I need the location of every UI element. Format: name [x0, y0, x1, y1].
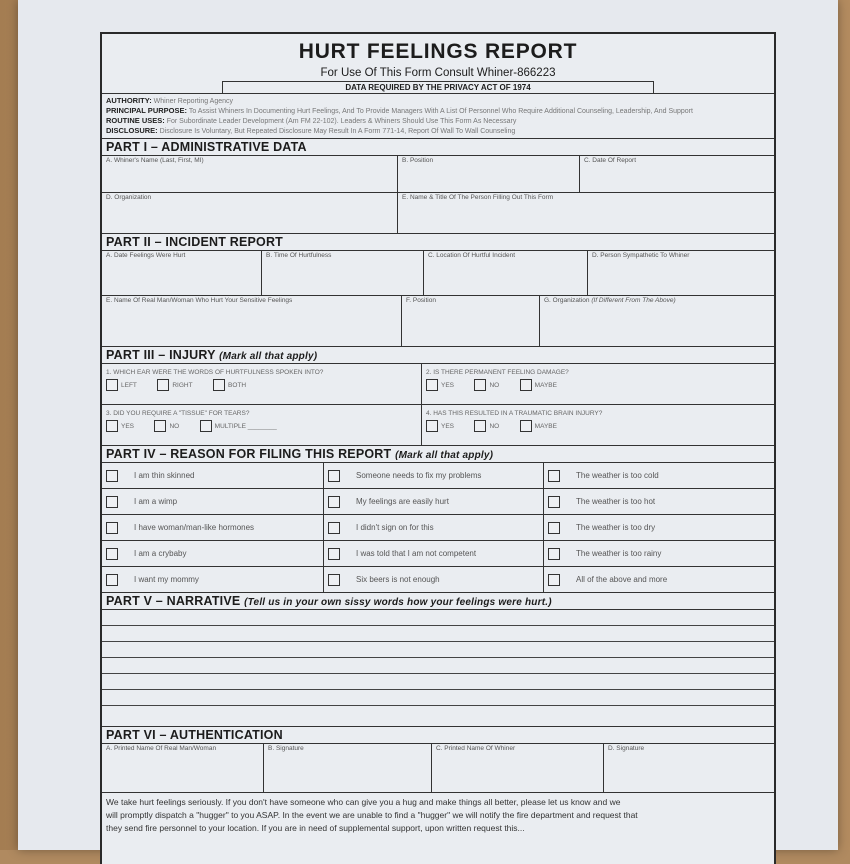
reason-label: I have woman/man-like hormones	[134, 523, 255, 532]
checkbox[interactable]	[520, 379, 532, 391]
checkbox[interactable]	[106, 496, 118, 508]
offender-org-label-text: G. Organization	[544, 297, 590, 304]
reason-option[interactable]	[102, 489, 324, 514]
reason-row	[102, 541, 774, 567]
routine-uses-text: For Subordinate Leader Development (Am FM 22-102). Leaders & Whiners Should Use This Form As Necessary	[166, 118, 517, 125]
part3-row2	[102, 405, 774, 446]
part6-heading: PART VI – AUTHENTICATION	[102, 727, 774, 744]
option-label: YES	[441, 381, 455, 389]
part2-row2	[102, 296, 774, 347]
ear-right-option[interactable]	[157, 379, 192, 391]
footer-disclaimer	[102, 793, 774, 838]
hurt-feelings-form	[100, 32, 776, 864]
offender-org-note: (If Different From The Above)	[591, 297, 676, 304]
option-label: MULTIPLE ________	[214, 422, 277, 430]
tissue-no-option[interactable]	[154, 420, 179, 432]
part1-row2	[102, 193, 774, 234]
checkbox[interactable]	[426, 420, 438, 432]
checkbox[interactable]	[548, 548, 560, 560]
checkbox[interactable]	[106, 470, 118, 482]
brain-injury-question-text: 4. HAS THIS RESULTED IN A TRAUMATIC BRAIN INJURY?	[426, 410, 603, 417]
narrative-line[interactable]	[102, 626, 774, 642]
damage-maybe-option[interactable]	[520, 379, 557, 391]
reason-label: I am thin skinned	[134, 471, 195, 480]
part4-title: PART IV – REASON FOR FILING THIS REPORT	[106, 447, 392, 461]
reason-label: The weather is too hot	[576, 497, 656, 506]
reason-option[interactable]	[324, 541, 544, 566]
filler-name-label: E. Name & Title Of The Person Filling Out This Form	[402, 194, 554, 201]
time-hurt-label: B. Time Of Hurtfulness	[266, 252, 332, 259]
whiner-name-label: A. Whiner's Name (Last, First, MI)	[106, 157, 204, 164]
option-label: NO	[169, 422, 180, 430]
part6-row	[102, 744, 774, 793]
part4-heading	[102, 446, 774, 463]
tissue-question	[102, 405, 422, 445]
option-label: MAYBE	[534, 422, 557, 430]
part3-title: PART III – INJURY	[106, 348, 216, 362]
checkbox[interactable]	[157, 379, 169, 391]
reason-row	[102, 567, 774, 593]
checkbox[interactable]	[106, 420, 118, 432]
date-hurt-field[interactable]	[102, 251, 262, 295]
sympathetic-person-field[interactable]	[588, 251, 774, 295]
damage-no-option[interactable]	[474, 379, 499, 391]
part2-heading: PART II – INCIDENT REPORT	[102, 234, 774, 251]
organization-field[interactable]	[102, 193, 398, 233]
part5-heading	[102, 593, 774, 610]
real-person-signature-field[interactable]	[264, 744, 432, 792]
part3-heading	[102, 347, 774, 364]
form-header	[102, 34, 774, 94]
ear-question	[102, 364, 422, 404]
brain-maybe-option[interactable]	[520, 420, 557, 432]
option-label: MAYBE	[534, 381, 557, 389]
offender-position-label: F. Position	[406, 297, 436, 304]
organization-label: D. Organization	[106, 194, 152, 201]
reason-label: I didn't sign on for this	[356, 523, 434, 532]
position-field[interactable]	[398, 156, 580, 192]
part3-row1	[102, 364, 774, 405]
whiner-printed-name-field[interactable]	[432, 744, 604, 792]
reason-option[interactable]	[102, 463, 324, 488]
checkbox[interactable]	[106, 574, 118, 586]
reason-label: The weather is too dry	[576, 523, 656, 532]
checkbox[interactable]	[200, 420, 212, 432]
whiner-signature-field[interactable]	[604, 744, 774, 792]
checkbox[interactable]	[474, 379, 486, 391]
brain-no-option[interactable]	[474, 420, 499, 432]
footer-line: will promptly dispatch a "hugger" to you ASAP. In the event we are unable to find a "hugger" we will notify the fire department and request that	[106, 810, 638, 820]
reason-label: My feelings are easily hurt	[356, 497, 449, 506]
option-label: NO	[489, 422, 500, 430]
reason-option[interactable]	[324, 515, 544, 540]
tissue-yes-option[interactable]	[106, 420, 134, 432]
checkbox[interactable]	[548, 522, 560, 534]
date-of-report-label: C. Date Of Report	[584, 157, 637, 164]
offender-position-field[interactable]	[402, 296, 540, 346]
reason-label: I want my mommy	[134, 575, 199, 584]
location-field[interactable]	[424, 251, 588, 295]
part2-row1	[102, 251, 774, 296]
routine-uses-label: ROUTINE USES:	[106, 116, 165, 125]
reason-option[interactable]	[544, 567, 774, 592]
date-hurt-label: A. Date Feelings Were Hurt	[106, 252, 186, 259]
reason-label: The weather is too cold	[576, 471, 659, 480]
purpose-text: To Assist Whiners In Documenting Hurt Feelings, And To Provide Managers With A List Of Personnel Who Require Additional Counseling, Leadership, And Support	[188, 108, 693, 115]
authority-block	[102, 94, 774, 139]
reason-option[interactable]	[102, 541, 324, 566]
checkbox[interactable]	[548, 470, 560, 482]
position-label: B. Position	[402, 157, 434, 164]
location-label: C. Location Of Hurtful Incident	[428, 252, 516, 259]
whiner-name-field[interactable]	[102, 156, 398, 192]
purpose-label: PRINCIPAL PURPOSE:	[106, 106, 187, 115]
option-label: BOTH	[228, 381, 247, 389]
offender-name-label: E. Name Of Real Man/Woman Who Hurt Your Sensitive Feelings	[106, 297, 293, 304]
reason-label: All of the above and more	[576, 575, 668, 584]
offender-organization-label	[544, 297, 770, 304]
reason-row	[102, 489, 774, 515]
reason-option[interactable]	[324, 567, 544, 592]
option-label: LEFT	[121, 381, 137, 389]
ear-both-option[interactable]	[213, 379, 246, 391]
privacy-act-notice: DATA REQUIRED BY THE PRIVACY ACT OF 1974	[222, 81, 654, 93]
checkbox[interactable]	[328, 522, 340, 534]
real-person-name-field[interactable]	[102, 744, 264, 792]
time-hurt-field[interactable]	[262, 251, 424, 295]
part1-row1	[102, 156, 774, 193]
offender-organization-field[interactable]	[540, 296, 774, 346]
part1-heading: PART I – ADMINISTRATIVE DATA	[102, 139, 774, 156]
reason-option[interactable]	[544, 515, 774, 540]
brain-yes-option[interactable]	[426, 420, 454, 432]
tissue-question-text: 3. DID YOU REQUIRE A "TISSUE" FOR TEARS?	[106, 410, 250, 417]
damage-yes-option[interactable]	[426, 379, 454, 391]
checkbox[interactable]	[213, 379, 225, 391]
disclosure-text: Disclosure Is Voluntary, But Repeated Disclosure May Result In A Form 771-14, Report Of Wall To Wall Counseling	[159, 128, 516, 135]
checkbox[interactable]	[474, 420, 486, 432]
whiner-signature-label: D. Signature	[608, 745, 645, 752]
checkbox[interactable]	[328, 548, 340, 560]
damage-question	[422, 364, 774, 404]
reason-option[interactable]	[102, 567, 324, 592]
whiner-printed-name-label: C. Printed Name Of Whiner	[436, 745, 516, 752]
narrative-line[interactable]	[102, 690, 774, 706]
checkbox[interactable]	[106, 379, 118, 391]
part3-note: (Mark all that apply)	[219, 351, 318, 362]
option-label: YES	[121, 422, 135, 430]
reason-label: I am a wimp	[134, 497, 178, 506]
reason-label: The weather is too rainy	[576, 549, 662, 558]
reason-option[interactable]	[544, 463, 774, 488]
ear-question-text: 1. WHICH EAR WERE THE WORDS OF HURTFULNESS SPOKEN INTO?	[106, 369, 324, 376]
ear-left-option[interactable]	[106, 379, 137, 391]
checkbox[interactable]	[426, 379, 438, 391]
brain-injury-question	[422, 405, 774, 445]
checkbox[interactable]	[328, 496, 340, 508]
narrative-line[interactable]	[102, 642, 774, 658]
reason-label: I was told that I am not competent	[356, 549, 477, 558]
reason-option[interactable]	[324, 463, 544, 488]
reason-option[interactable]	[102, 515, 324, 540]
sympathetic-person-label: D. Person Sympathetic To Whiner	[592, 252, 690, 259]
real-person-name-label: A. Printed Name Of Real Man/Woman	[106, 745, 217, 752]
checkbox[interactable]	[106, 522, 118, 534]
tissue-multiple-option[interactable]	[200, 420, 277, 432]
checkbox[interactable]	[106, 548, 118, 560]
narrative-line[interactable]	[102, 706, 774, 726]
checkbox[interactable]	[520, 420, 532, 432]
reason-label: Someone needs to fix my problems	[356, 471, 482, 480]
narrative-area[interactable]	[102, 610, 774, 727]
form-subtitle: For Use Of This Form Consult Whiner-866223	[320, 67, 556, 79]
narrative-line[interactable]	[102, 674, 774, 690]
reason-option[interactable]	[324, 489, 544, 514]
narrative-line[interactable]	[102, 610, 774, 626]
checkbox[interactable]	[328, 574, 340, 586]
damage-question-text: 2. IS THERE PERMANENT FEELING DAMAGE?	[426, 369, 569, 376]
authority-text: Whiner Reporting Agency	[153, 98, 234, 105]
checkbox[interactable]	[154, 420, 166, 432]
offender-name-field[interactable]	[102, 296, 402, 346]
reason-label: I am a crybaby	[134, 549, 187, 558]
reasons-grid	[102, 463, 774, 593]
option-label: RIGHT	[172, 381, 193, 389]
date-of-report-field[interactable]	[580, 156, 774, 192]
checkbox[interactable]	[328, 470, 340, 482]
reason-row	[102, 515, 774, 541]
reason-option[interactable]	[544, 541, 774, 566]
footer-line: they send fire personnel to your location. If you are in need of supplemental support, upon written request this...	[106, 823, 525, 833]
real-person-signature-label: B. Signature	[268, 745, 304, 752]
form-title: HURT FEELINGS REPORT	[298, 40, 578, 63]
disclosure-label: DISCLOSURE:	[106, 126, 158, 135]
part5-note: (Tell us in your own sissy words how your feelings were hurt.)	[244, 597, 552, 608]
footer-line: We take hurt feelings seriously. If you don't have someone who can give you a hug and make things all better, please let us know and we	[106, 797, 621, 807]
reason-option[interactable]	[544, 489, 774, 514]
authority-label: AUTHORITY:	[106, 96, 152, 105]
option-label: YES	[441, 422, 455, 430]
narrative-line[interactable]	[102, 658, 774, 674]
part4-note: (Mark all that apply)	[395, 450, 494, 461]
checkbox[interactable]	[548, 574, 560, 586]
option-label: NO	[489, 381, 500, 389]
filler-name-field[interactable]	[398, 193, 774, 233]
part5-title: PART V – NARRATIVE	[106, 594, 241, 608]
reason-row	[102, 463, 774, 489]
checkbox[interactable]	[548, 496, 560, 508]
reason-label: Six beers is not enough	[356, 575, 440, 584]
